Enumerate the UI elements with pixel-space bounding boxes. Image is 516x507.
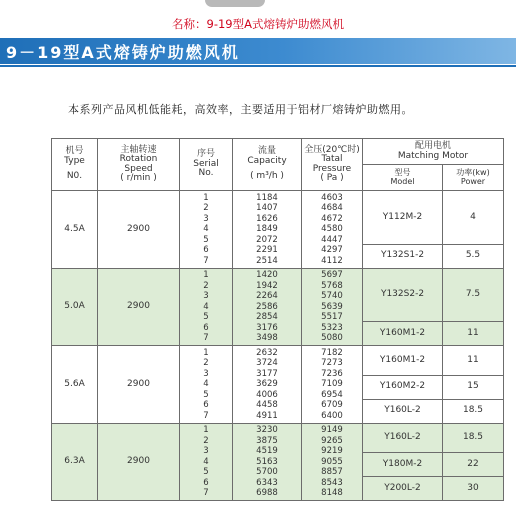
intro-text: 本系列产品风机低能耗，高效率，主要适用于铝材厂熔铸炉助燃用。 [68, 103, 413, 116]
serial-value: 5 [203, 389, 209, 400]
cell-pressure [302, 268, 363, 346]
capacity-value: 4006 [256, 389, 278, 400]
cell-model: 6.3A [52, 423, 98, 501]
pressure-value: 8148 [321, 488, 343, 498]
capacity-value: 4911 [256, 410, 278, 421]
header-pressure: 全压(20℃时) Tatal Pressure ( Pa ) [302, 139, 363, 191]
header-capacity: 流量 Capacity ( m³/h ) [233, 139, 302, 191]
serial-value: 4 [203, 456, 209, 467]
cell-model: 5.6A [52, 346, 98, 424]
serial-value: 7 [203, 255, 209, 266]
serial-value: 2 [203, 358, 209, 368]
header-motor-power: 功率(kw) Power [443, 165, 504, 191]
motor-power: 30 [443, 477, 504, 501]
motor-power: 18.5 [443, 399, 504, 423]
serial-value: 6 [203, 245, 209, 255]
pressure-value: 4447 [321, 234, 343, 245]
spec-table [51, 138, 504, 501]
capacity-value: 1626 [256, 213, 278, 224]
pressure-value: 7182 [321, 347, 343, 358]
table-row [52, 346, 504, 376]
table-row [52, 191, 504, 245]
cell-pressure [302, 423, 363, 501]
cell-model: 5.0A [52, 268, 98, 346]
serial-value: 1 [203, 347, 209, 358]
pressure-value: 5639 [321, 301, 343, 312]
motor-model: Y160M1-2 [363, 346, 443, 376]
capacity-value: 2072 [256, 234, 278, 245]
capacity-value: 6343 [256, 477, 278, 488]
serial-value: 6 [203, 400, 209, 410]
cell-capacity [233, 268, 302, 346]
pressure-value: 9055 [321, 456, 343, 467]
serial-value: 1 [203, 425, 209, 435]
serial-value: 1 [203, 192, 209, 203]
banner-title: 9－19型A式熔铸炉助燃风机 [6, 43, 240, 62]
serial-value: 3 [203, 213, 209, 224]
capacity-value: 3629 [256, 379, 278, 389]
cell-model: 4.5A [52, 191, 98, 269]
serial-value: 5 [203, 312, 209, 322]
pressure-value: 6709 [321, 400, 343, 410]
motor-model: Y160M1-2 [363, 322, 443, 346]
motor-power: 11 [443, 346, 504, 376]
capacity-value: 3724 [256, 358, 278, 368]
pressure-value: 6954 [321, 389, 343, 400]
capacity-value: 5700 [256, 467, 278, 477]
cell-capacity [233, 346, 302, 424]
cell-speed: 2900 [98, 268, 180, 346]
serial-value: 6 [203, 322, 209, 333]
serial-value: 3 [203, 368, 209, 379]
top-decoration [205, 0, 265, 7]
pressure-value: 5323 [321, 322, 343, 333]
motor-model: Y160M2-2 [363, 375, 443, 399]
cell-capacity [233, 423, 302, 501]
motor-model: Y132S2-2 [363, 268, 443, 322]
motor-power: 15 [443, 375, 504, 399]
pressure-value: 8857 [321, 467, 343, 477]
cell-speed: 2900 [98, 191, 180, 269]
serial-value: 1 [203, 270, 209, 280]
capacity-value: 1849 [256, 224, 278, 234]
cell-serial [180, 423, 233, 501]
pressure-value: 8543 [321, 477, 343, 488]
serial-value: 7 [203, 488, 209, 498]
motor-model: Y132S1-2 [363, 244, 443, 268]
header-speed: 主轴转速 Rotation Speed ( r/min ) [98, 139, 180, 191]
cell-pressure [302, 346, 363, 424]
cell-speed: 2900 [98, 346, 180, 424]
pressure-value: 4603 [321, 192, 343, 203]
pressure-value: 7109 [321, 379, 343, 389]
pressure-value: 9149 [321, 425, 343, 435]
capacity-value: 2264 [256, 291, 278, 301]
serial-value: 6 [203, 477, 209, 488]
table-row [52, 423, 504, 453]
pressure-value: 5697 [321, 270, 343, 280]
banner-underline [0, 65, 516, 67]
motor-model: Y160L-2 [363, 423, 443, 453]
header-serial: 序号 Serial No. [180, 139, 233, 191]
serial-value: 3 [203, 291, 209, 301]
capacity-value: 1184 [256, 192, 278, 203]
capacity-value: 1942 [256, 280, 278, 291]
serial-value: 4 [203, 301, 209, 312]
serial-value: 2 [203, 435, 209, 446]
product-name: 名称：9-19型A式熔铸炉助燃风机 [172, 17, 344, 31]
capacity-value: 3498 [256, 333, 278, 343]
table-row [52, 268, 504, 322]
pressure-value: 5517 [321, 312, 343, 322]
capacity-value: 4458 [256, 400, 278, 410]
serial-value: 4 [203, 224, 209, 234]
serial-value: 3 [203, 446, 209, 456]
pressure-value: 4672 [321, 213, 343, 224]
motor-model: Y200L-2 [363, 477, 443, 501]
serial-value: 2 [203, 203, 209, 213]
title-banner [0, 38, 516, 64]
motor-power: 5.5 [443, 244, 504, 268]
pressure-value: 5768 [321, 280, 343, 291]
serial-value: 4 [203, 379, 209, 389]
capacity-value: 3176 [256, 322, 278, 333]
capacity-value: 1420 [256, 270, 278, 280]
motor-power: 4 [443, 191, 504, 245]
pressure-value: 4580 [321, 224, 343, 234]
motor-power: 7.5 [443, 268, 504, 322]
pressure-value: 4112 [321, 255, 343, 266]
cell-serial [180, 346, 233, 424]
capacity-value: 2632 [256, 347, 278, 358]
serial-value: 5 [203, 234, 209, 245]
pressure-value: 7273 [321, 358, 343, 368]
pressure-value: 5080 [321, 333, 343, 343]
serial-value: 7 [203, 333, 209, 343]
pressure-value: 9219 [321, 446, 343, 456]
capacity-value: 6988 [256, 488, 278, 498]
capacity-value: 3177 [256, 368, 278, 379]
capacity-value: 3230 [256, 425, 278, 435]
capacity-value: 2291 [256, 245, 278, 255]
cell-serial [180, 268, 233, 346]
capacity-value: 5163 [256, 456, 278, 467]
capacity-value: 4519 [256, 446, 278, 456]
motor-power: 22 [443, 453, 504, 477]
pressure-value: 4297 [321, 245, 343, 255]
pressure-value: 4684 [321, 203, 343, 213]
header-model: 机号 Type N0. [52, 139, 98, 191]
header-motor: 配用电机 Matching Motor [363, 139, 504, 165]
header-motor-model: 型号 Model [363, 165, 443, 191]
pressure-value: 5740 [321, 291, 343, 301]
capacity-value: 1407 [256, 203, 278, 213]
cell-speed: 2900 [98, 423, 180, 501]
pressure-value: 7236 [321, 368, 343, 379]
pressure-value: 9265 [321, 435, 343, 446]
cell-serial [180, 191, 233, 269]
cell-capacity [233, 191, 302, 269]
motor-model: Y112M-2 [363, 191, 443, 245]
capacity-value: 2514 [256, 255, 278, 266]
pressure-value: 6400 [321, 410, 343, 421]
serial-value: 5 [203, 467, 209, 477]
capacity-value: 3875 [256, 435, 278, 446]
motor-power: 18.5 [443, 423, 504, 453]
serial-value: 2 [203, 280, 209, 291]
capacity-value: 2854 [256, 312, 278, 322]
cell-pressure [302, 191, 363, 269]
serial-value: 7 [203, 410, 209, 421]
motor-power: 11 [443, 322, 504, 346]
capacity-value: 2586 [256, 301, 278, 312]
motor-model: Y160L-2 [363, 399, 443, 423]
motor-model: Y180M-2 [363, 453, 443, 477]
